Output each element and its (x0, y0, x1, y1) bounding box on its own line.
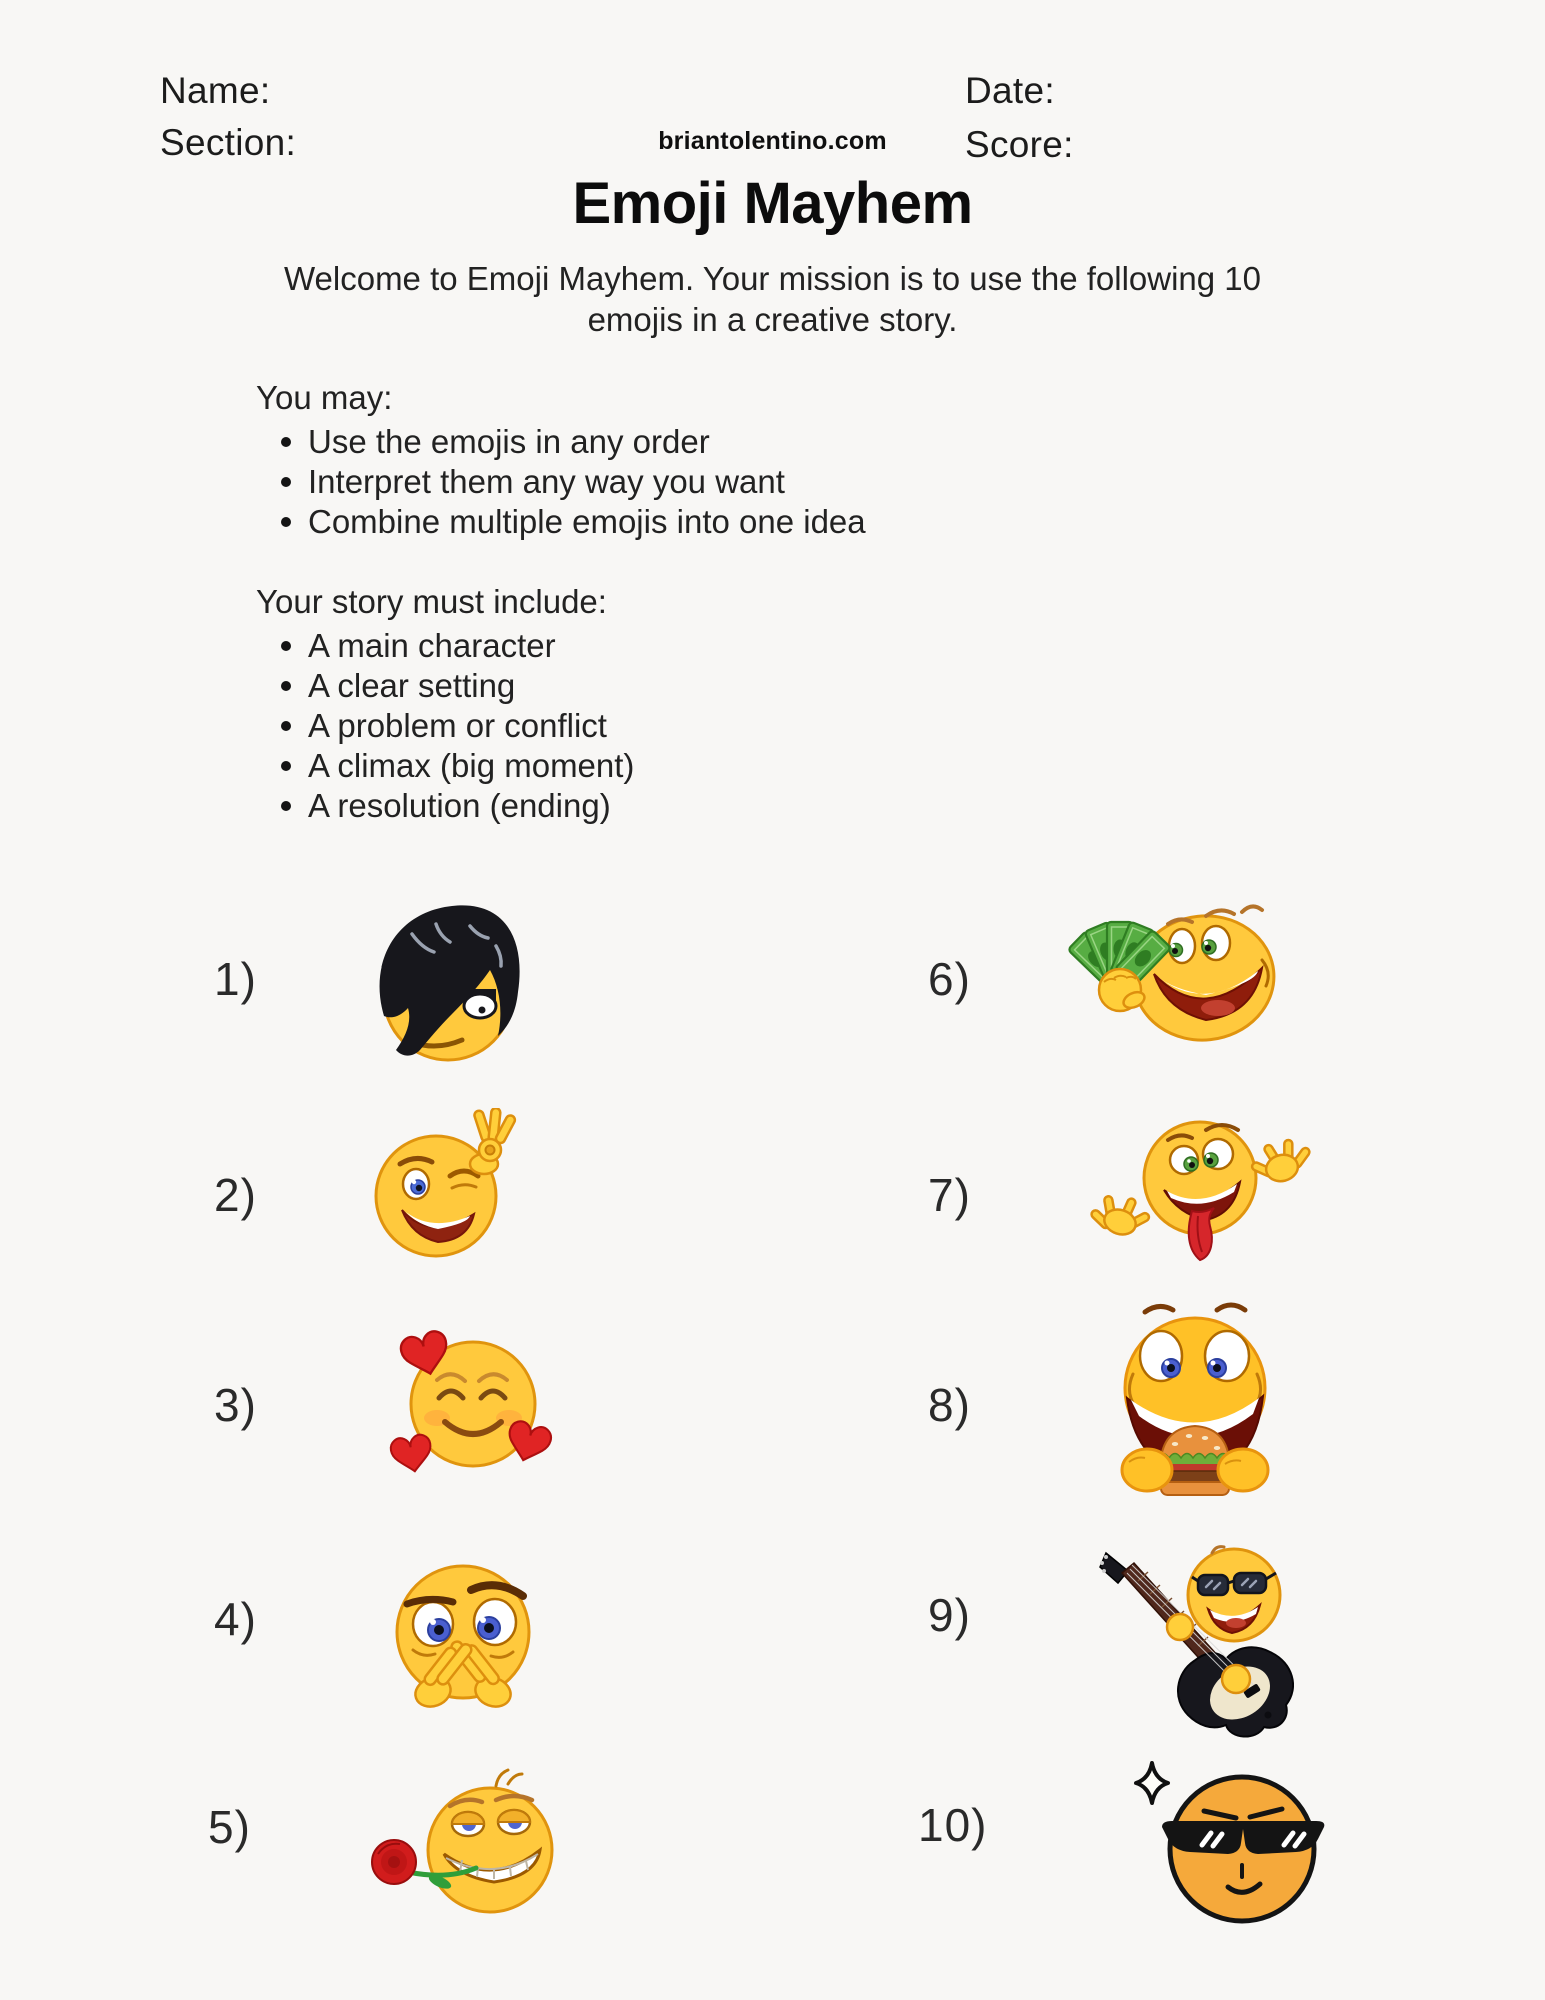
emoji-item-1-number: 1) (214, 953, 257, 1005)
story-item: A resolution (ending) (308, 786, 634, 826)
intro-line-1: Welcome to Emoji Mayhem. Your mission is to use the following 10 (283, 260, 1261, 297)
emoji-item-3-number: 3) (214, 1379, 257, 1431)
score-label: Score: (965, 124, 1074, 165)
scheming-emoji-icon (375, 1536, 551, 1720)
rose-in-teeth-emoji-icon (348, 1766, 572, 1934)
name-label: Name: (160, 70, 271, 111)
emoji-item-6-number: 6) (928, 953, 971, 1005)
emoji-item-9-number: 9) (928, 1589, 971, 1641)
story-item: A problem or conflict (308, 706, 634, 746)
emoji-item-5-number: 5) (208, 1801, 251, 1853)
money-fan-emoji-icon (1056, 898, 1284, 1050)
you-may-item: Interpret them any way you want (308, 462, 866, 502)
you-may-heading: You may: (256, 379, 393, 416)
story-item: A climax (big moment) (308, 747, 635, 784)
brand-text: briantolentino.com (658, 127, 887, 155)
section-label: Section: (160, 122, 297, 163)
you-may-list (256, 378, 866, 542)
date-label: Date: (965, 70, 1055, 111)
emoji-item-4-number: 4) (214, 1593, 257, 1645)
you-may-item: Combine multiple emojis into one idea (308, 503, 866, 540)
intro-line-2: emojis in a creative story. (587, 301, 958, 338)
wink-ok-hand-emoji-icon (366, 1108, 534, 1260)
emoji-item-2-number: 2) (214, 1169, 257, 1221)
emoji-item-10-number: 10) (918, 1799, 988, 1851)
story-item: A clear setting (308, 666, 634, 706)
intro-text (0, 258, 1545, 340)
story-heading: Your story must include: (256, 583, 607, 620)
emoji-item-8-number: 8) (928, 1379, 971, 1431)
cool-sunglasses-emoji-icon (1116, 1753, 1330, 1935)
rockstar-guitar-emoji-icon (1094, 1543, 1294, 1739)
crazy-tongue-out-emoji-icon (1080, 1110, 1314, 1268)
smiling-face-with-hearts-emoji-icon (381, 1320, 559, 1480)
emoji-item-7-number: 7) (928, 1169, 971, 1221)
burger-eating-emoji-icon (1103, 1300, 1287, 1512)
page-title: Emoji Mayhem (572, 171, 973, 236)
emo-fringe-emoji-icon (366, 900, 530, 1066)
story-requirements-list (256, 582, 634, 826)
you-may-item: Use the emojis in any order (308, 422, 866, 462)
story-item: A main character (308, 626, 634, 666)
